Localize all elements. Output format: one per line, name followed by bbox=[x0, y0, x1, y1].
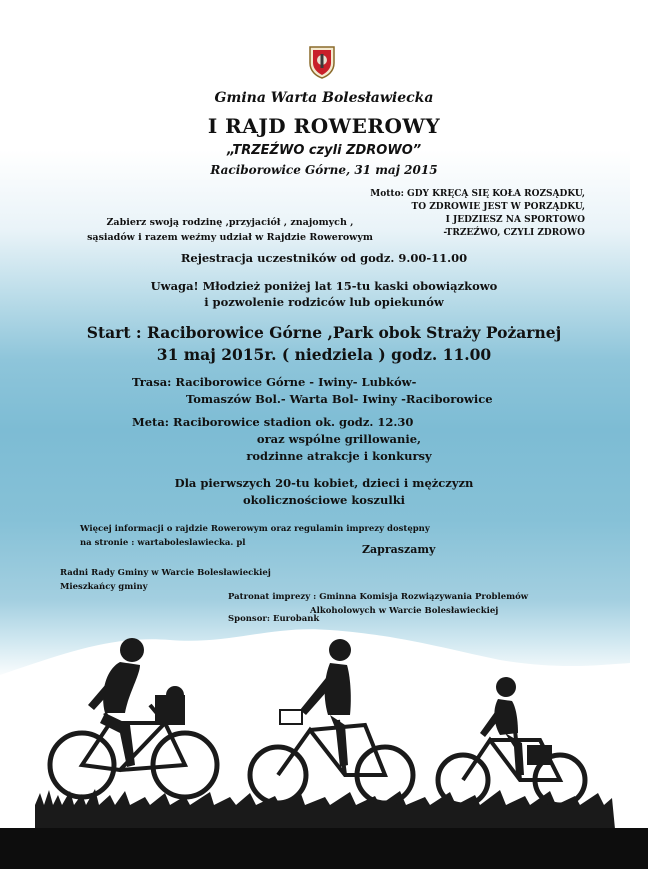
finish-line: Meta: Raciborowice stadion ok. godz. 12.30 bbox=[132, 415, 414, 429]
helmet-warning bbox=[0, 278, 648, 310]
start-info bbox=[0, 322, 648, 366]
invitation-text: Zapraszamy bbox=[362, 543, 436, 556]
patronage-line: Patronat imprezy : Gminna Komisja Rozwiązywania Problemów bbox=[228, 592, 529, 602]
motto-line: I JEDZIESZ NA SPORTOWO bbox=[445, 215, 585, 225]
motto-line: TO ZDROWIE JEST W PORZĄDKU, bbox=[411, 202, 585, 212]
warning-line: i pozwolenie rodziców lub opiekunów bbox=[204, 295, 444, 309]
bottom-bar bbox=[0, 828, 648, 869]
finish-extra-line: oraz wspólne grillowanie, bbox=[256, 432, 422, 446]
organizer-line: Mieszkańcy gminy bbox=[60, 582, 148, 592]
finish-extra-line: rodzinne atrakcje i konkursy bbox=[246, 449, 432, 463]
start-location: Start : Raciborowice Górne ,Park obok Straży Pożarnej bbox=[86, 323, 562, 342]
motto-line: -TRZEŹWO, CZYLI ZDROWO bbox=[443, 228, 585, 238]
event-slogan: „TRZEŹWO czyli ZDROWO” bbox=[226, 143, 422, 158]
route-line: Trasa: Raciborowice Górne - Iwiny- Lubków- bbox=[132, 375, 417, 389]
info-website: na stronie : wartaboleslawiecka. pl bbox=[80, 538, 246, 548]
event-title: I RAJD ROWEROWY bbox=[207, 114, 441, 138]
prizes-info bbox=[0, 475, 648, 509]
prizes-line: okolicznościowe koszulki bbox=[242, 493, 406, 507]
event-place-date: Raciborowice Górne, 31 maj 2015 bbox=[210, 163, 438, 177]
patronage-line: Alkoholowych w Warcie Bolesławieckiej bbox=[310, 606, 499, 616]
route-info bbox=[132, 374, 493, 408]
start-datetime: 31 maj 2015r. ( niedziela ) godz. 11.00 bbox=[156, 345, 492, 364]
invite-line: Zabierz swoją rodzinę ,przyjaciół , znajomych , bbox=[106, 217, 354, 228]
sponsor: Sponsor: Eurobank bbox=[228, 614, 320, 624]
warning-line: Uwaga! Młodzież poniżej lat 15-tu kaski obowiązkowo bbox=[150, 279, 498, 293]
coat-of-arms-icon bbox=[308, 45, 336, 79]
prizes-line: Dla pierwszych 20-tu kobiet, dzieci i mężczyzn bbox=[174, 476, 474, 490]
page-margin bbox=[630, 0, 648, 869]
registration-hours: Rejestracja uczestników od godz. 9.00-11.00 bbox=[180, 251, 468, 265]
finish-extras bbox=[0, 431, 648, 465]
motto-line: Motto: GDY KRĘCĄ SIĘ KOŁA ROZSĄDKU, bbox=[370, 189, 585, 199]
invite-line: sąsiadów i razem weźmy udział w Rajdzie Rowerowym bbox=[87, 232, 373, 243]
organizer-line: Radni Rady Gminy w Warcie Bolesławieckiej bbox=[60, 568, 271, 578]
invite-text bbox=[65, 215, 395, 245]
info-line: Więcej informacji o rajdzie Rowerowym oraz regulamin imprezy dostępny bbox=[80, 524, 430, 534]
route-line: Tomaszów Bol.- Warta Bol- Iwiny -Raciborowice bbox=[186, 392, 493, 406]
municipality-name: Gmina Warta Bolesławiecka bbox=[214, 90, 434, 106]
cyclists-illustration bbox=[0, 615, 648, 829]
